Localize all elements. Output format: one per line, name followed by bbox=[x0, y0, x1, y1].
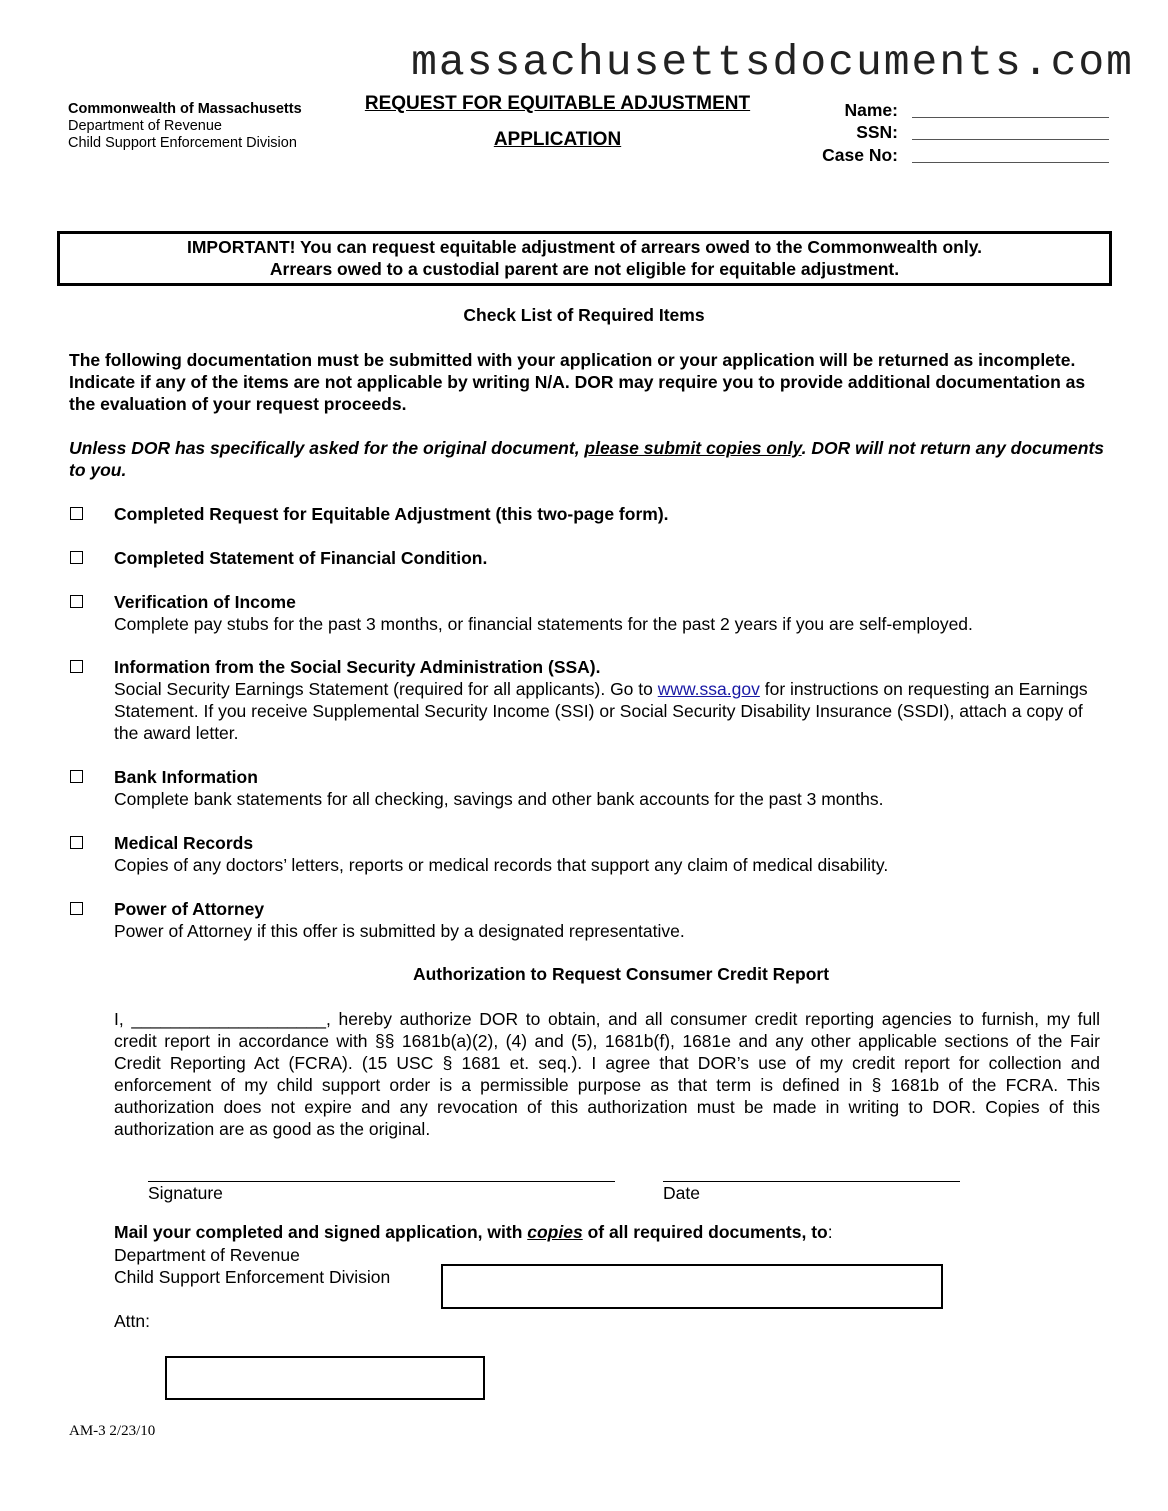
copies-note-emphasis: please submit copies only bbox=[584, 438, 802, 458]
copies-note bbox=[69, 437, 1109, 481]
mail-text: Mail your completed and signed application, with bbox=[114, 1222, 528, 1242]
signature-label: Signature bbox=[148, 1183, 223, 1203]
list-item bbox=[114, 503, 1104, 525]
signature-line[interactable] bbox=[148, 1181, 615, 1182]
item-title: Medical Records bbox=[114, 833, 254, 853]
list-item bbox=[114, 656, 1104, 744]
checkbox-ssa[interactable] bbox=[70, 660, 83, 673]
item-description: Power of Attorney if this offer is submitted by a designated representative. bbox=[114, 921, 685, 941]
case-number-line[interactable] bbox=[912, 162, 1109, 163]
form-title: REQUEST FOR EQUITABLE ADJUSTMENT bbox=[364, 93, 751, 114]
item-description: Complete pay stubs for the past 3 months, or financial statements for the past 2 years if you are self-employed. bbox=[114, 614, 973, 634]
checklist-heading: Check List of Required Items bbox=[463, 305, 705, 325]
mail-instructions bbox=[114, 1222, 833, 1243]
agency-division: Child Support Enforcement Division bbox=[68, 135, 297, 151]
agency-name: Commonwealth of Massachusetts bbox=[68, 101, 302, 117]
list-item bbox=[114, 591, 1104, 635]
important-line-1: IMPORTANT! You can request equitable adjustment of arrears owed to the Commonwealth only. bbox=[186, 237, 983, 257]
list-item bbox=[114, 898, 1104, 942]
list-item bbox=[114, 766, 1104, 810]
agency-block bbox=[68, 101, 302, 152]
item-title: Bank Information bbox=[114, 767, 258, 787]
intro-paragraph: The following documentation must be submitted with your application or your application will be returned as incomplete. Indicate if any of the items are not applicable by writing N/A. DOR may require you to provide additional documentation as the evaluation of your request proceeds. bbox=[69, 350, 1086, 414]
date-line[interactable] bbox=[663, 1181, 960, 1182]
item-description bbox=[114, 678, 1104, 744]
name-label: Name: bbox=[844, 100, 898, 120]
list-item bbox=[114, 832, 1104, 876]
item-description: Complete bank statements for all checking, savings and other bank accounts for the past 3 months. bbox=[114, 789, 884, 809]
mail-address-line-2: Child Support Enforcement Division bbox=[114, 1267, 391, 1287]
attn-label: Attn: bbox=[114, 1311, 150, 1331]
case-number-field[interactable] bbox=[780, 145, 1120, 167]
important-line-2: Arrears owed to a custodial parent are not eligible for equitable adjustment. bbox=[269, 259, 900, 279]
item-description-text: Social Security Earnings Statement (required for all applicants). Go to bbox=[114, 679, 658, 699]
name-field[interactable] bbox=[780, 100, 1120, 122]
item-description-text-end: for instructions on requesting an Earnings Statement. If you receive Supplemental Security Income (SSI) or Social Security Disability Insurance (SSDI), attach a copy of the award letter. bbox=[114, 679, 1088, 743]
item-title: Information from the Social Security Administration (SSA). bbox=[114, 657, 601, 677]
mail-colon: : bbox=[827, 1222, 833, 1242]
mail-copies-emphasis: copies bbox=[527, 1222, 583, 1242]
address-box[interactable] bbox=[441, 1264, 943, 1309]
agency-department: Department of Revenue bbox=[68, 118, 222, 134]
checkbox-financial-statement[interactable] bbox=[70, 551, 83, 564]
auth-paragraph: I, ____________________, hereby authorize DOR to obtain, and all consumer credit reporting agencies to furnish, my full credit report in accordance with §§ 1681b(a)(2), (4) and (5), 1681b(f), 1681e and any other applicable sections of the Fair Credit Reporting Act (FCRA). (15 USC § 1681 et. seq.). I agree that DOR’s use of my credit report for collection and enforcement of my child support order is a permissible purpose as that term is defined in § 1681b of the FCRA. This authorization does not expire and any revocation of this authorization must be made in writing to DOR. Copies of this authorization are as good as the original. bbox=[114, 1009, 1100, 1139]
name-line[interactable] bbox=[912, 117, 1109, 118]
item-title: Verification of Income bbox=[114, 592, 296, 612]
date-label: Date bbox=[663, 1183, 700, 1203]
checkbox-medical[interactable] bbox=[70, 836, 83, 849]
copies-note-text: Unless DOR has specifically asked for the original document, bbox=[69, 438, 585, 458]
item-title: Completed Request for Equitable Adjustment (this two-page form). bbox=[114, 504, 669, 524]
attn-box[interactable] bbox=[165, 1356, 485, 1400]
ssn-line[interactable] bbox=[912, 139, 1109, 140]
form-subtitle: APPLICATION bbox=[493, 129, 622, 150]
ssa-link[interactable]: www.ssa.gov bbox=[657, 679, 760, 699]
checkbox-bank[interactable] bbox=[70, 770, 83, 783]
checkbox-power-of-attorney[interactable] bbox=[70, 902, 83, 915]
case-number-label: Case No: bbox=[822, 145, 898, 165]
item-description: Copies of any doctors’ letters, reports or medical records that support any claim of medical disability. bbox=[114, 855, 889, 875]
item-title: Completed Statement of Financial Condition. bbox=[114, 548, 488, 568]
form-code: AM-3 2/23/10 bbox=[69, 1423, 156, 1439]
mail-address-line-1: Department of Revenue bbox=[114, 1245, 300, 1265]
mail-text-end: of all required documents, to bbox=[582, 1222, 828, 1242]
checkbox-request-form[interactable] bbox=[70, 507, 83, 520]
ssn-label: SSN: bbox=[856, 122, 898, 142]
copies-note-text-end: . DOR will not return any documents to you. bbox=[69, 438, 1105, 480]
ssn-field[interactable] bbox=[780, 122, 1120, 144]
item-title: Power of Attorney bbox=[114, 899, 265, 919]
list-item bbox=[114, 547, 1104, 569]
important-notice bbox=[57, 231, 1112, 286]
checkbox-income[interactable] bbox=[70, 595, 83, 608]
auth-heading: Authorization to Request Consumer Credit Report bbox=[412, 964, 830, 984]
watermark: massachusettsdocuments.com bbox=[411, 38, 1134, 87]
